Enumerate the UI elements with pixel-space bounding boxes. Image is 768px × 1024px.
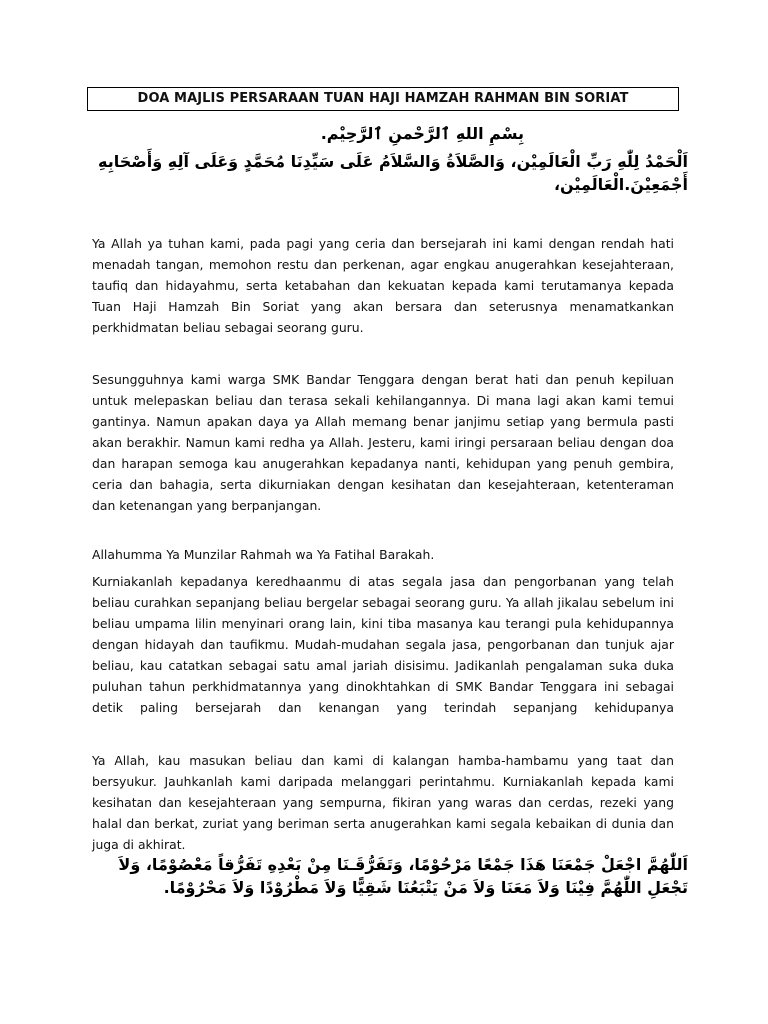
paragraph-invocation: Allahumma Ya Munzilar Rahmah wa Ya Fatihal Barakah. xyxy=(92,547,435,562)
paragraph-opening: Ya Allah ya tuhan kami, pada pagi yang ceria dan bersejarah ini kami dengan rendah hati menadah tangan, memohon restu dan perkenan, agar engkau anugerahkan kesejahteraan, taufiq dan hidayahmu, serta ketabahan dan kekuatan kepada kami terutamanya kepada Tuan Haji Hamzah Bin Soriat yang akan bersara dan seterusnya menamatkankan perkhidmatan beliau sebagai seorang guru. xyxy=(92,236,674,335)
arabic-hamd: اَلْحَمْدُ لِلّٰهِ رَبِّ الْعَالَمِيْن، وَالصَّلاَةُ وَالسَّلاَمُ عَلَى سَيِّدِنَا مُحَمَّدٍ وَعَلَى آلِهِ وَأَصْحَابِهِ أَجْمَعِيْنَ.الْعَالَمِيْن، xyxy=(98,152,688,194)
document-title: DOA MAJLIS PERSARAAN TUAN HAJI HAMZAH RAHMAN BIN SORIAT xyxy=(87,87,679,111)
arabic-closing-doa: اَللّٰهُمَّ اجْعَلْ جَمْعَنَا هَذَا جَمْعًا مَرْحُوْمًا، وَتَفَرُّقَـنَا مِنْ بَعْدِهِ تَفَرُّقاً مَعْصُوْمًا، وَلاَ تَجْعَلِ اللّٰهُمَّ فِيْنَا وَلاَ مَعَنَا وَلاَ مَنْ يَتْبَعُنَا شَقِيًّا وَلاَ مَطْرُوْدًا وَلاَ مَحْرُوْمًا. xyxy=(118,855,688,897)
paragraph-prayer: Ya Allah, kau masukan beliau dan kami di kalangan hamba-hambamu yang taat dan bersyukur. Jauhkanlah kami daripada melanggari perintahmu. Kurniakanlah kepada kami kesihatan dan kesejahteraan yang sempurna, fikiran yang waras dan cerdas, rezeki yang halal dan berkat, zuriat yang beriman serta anugerahkan kami segala kebaikan di dunia dan juga di akhirat. xyxy=(92,753,674,852)
paragraph-blessing: Kurniakanlah kepadanya keredhaanmu di atas segala jasa dan pengorbanan yang telah beliau curahkan sepanjang beliau bergelar sebagai seorang guru. Ya allah jikalau sebelum ini beliau umpama lilin menyinari orang lain, kini tiba masanya kau terangi pula kehidupannya dengan hidayah dan taufikmu. Mudah-mudahan segala jasa, pengorbanan dan tunjuk ajar beliau, kau catatkan sebagai satu amal jariah disisimu. Jadikanlah pengalaman suka duka puluhan tahun perkhidmatannya yang dinokhtahkan di SMK Bandar Tenggara ini sebagai detik paling bersejarah dan kenangan yang terindah sepanjang kehidupanya xyxy=(92,574,674,715)
paragraph-farewell: Sesungguhnya kami warga SMK Bandar Tenggara dengan berat hati dan penuh kepiluan untuk melepaskan beliau dan terasa sekali kehilangannya. Di mana lagi akan kami temui gantinya. Namun apakan daya ya Allah memang benar janjimu setiap yang bermula pasti akan berakhir. Namun kami redha ya Allah. Jesteru, kami iringi persaraan beliau dengan doa dan harapan semoga kau anugerahkan kepadanya nanti, kehidupan yang penuh gembira, ceria dan bahagia, serta dikurniakan dengan kesihatan dan kesejahteraan, ketenteraman dan ketenangan yang berpanjangan. xyxy=(92,372,674,513)
arabic-bismillah: بِسْمِ اللهِ ٱلرَّحْمنِ ٱلرَّحِيْم. xyxy=(320,124,524,143)
